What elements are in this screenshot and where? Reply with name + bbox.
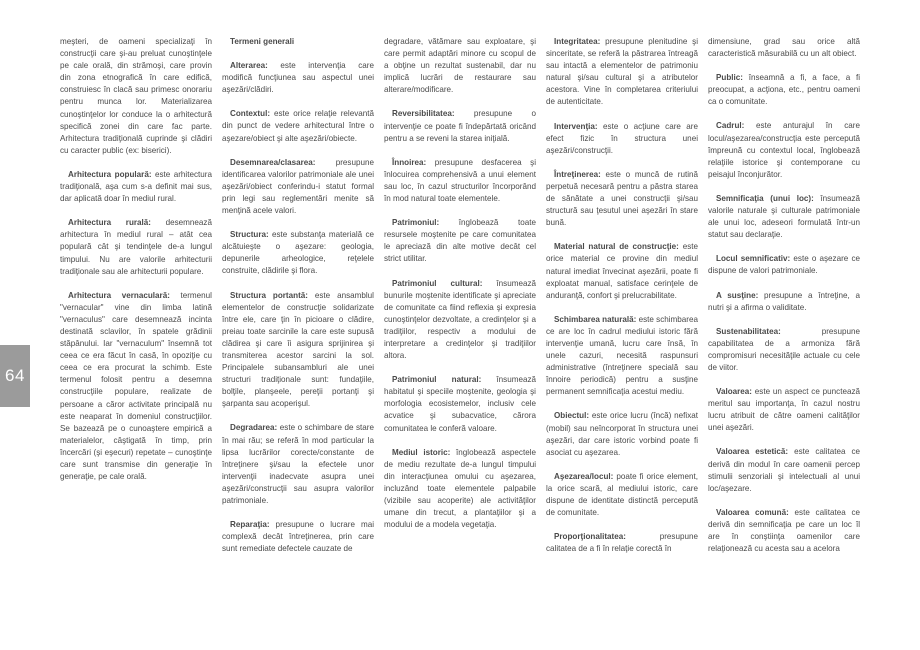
- column-3: [384, 36, 536, 543]
- paragraph: Arhitectura populară: este arhitectura tradiţională, aşa cum s-a definit mai sus, dar aplicată doar în mediul rural.: [60, 169, 212, 204]
- term-label: Arhitectura populară:: [68, 169, 152, 179]
- column-4: [546, 36, 698, 567]
- term-label: Intervenţia:: [554, 121, 598, 131]
- paragraph: Patrimoniul cultural: însumează bunurile moştenite identificate şi apreciate de comunitate ca fiind reflexia şi expresia cunoştinţelor dezvoltate, a credinţelor şi a tradiţiilor, respectiv a modului de interpretare a credinţelor şi tradiţiilor altora.: [384, 278, 537, 361]
- term-label: Întreţinerea:: [554, 169, 601, 179]
- paragraph: Desemnarea/clasarea: presupune identificarea valorilor patrimoniale ale unei aşezări/obiect conferindu-i statut formal prin legi sau reglementări menite să menţină acele valori.: [222, 157, 374, 216]
- paragraph: Locul semnificativ: este o aşezare ce dispune de valori patrimoniale.: [708, 254, 861, 276]
- glossary-columns: [60, 36, 860, 606]
- paragraph: Patrimoniul: înglobează toate resursele moştenite pe care comunitatea le apreciază din alte motive decât cel strict utilitar.: [384, 218, 536, 264]
- page-number-tab: [0, 345, 30, 407]
- paragraph: Degradarea: este o schimbare de stare în mai rău; se referă în mod particular la lipsa lucrărilor corecte/constante de întreţinere şi/sau la efectele unor intervenţii inadecvate asupra unei aşezări/construcţii sau asupra valorilor patrimoniale.: [222, 423, 374, 505]
- term-label: Schimbarea naturală:: [554, 314, 637, 324]
- paragraph: Reversibilitatea: presupune o intervenţie ce poate fi îndepărtată oricând pentru a se reveni la starea iniţială.: [384, 109, 536, 143]
- term-label: Locul semnificativ:: [716, 254, 791, 264]
- column-1: [60, 36, 212, 495]
- term-label: Degradarea:: [230, 423, 278, 433]
- term-label: Mediul istoric:: [392, 447, 451, 457]
- paragraph: Valoarea: este un aspect ce punctează meritul sau importanţa, în cazul nostru lucru atribuit de către oameni calităţilor unei aşezări.: [708, 387, 860, 433]
- term-label: Proporţionalitatea:: [554, 532, 626, 542]
- paragraph: Obiectul: este orice lucru (încă) nefixat (mobil) sau neîncorporat în structura unei aşezări, dar care istoric vorbind poate fi asociat cu aşezarea.: [546, 411, 698, 457]
- paragraph: Valoarea comună: este calitatea ce derivă din semnificaţia pe care un loc îl are în conştiinţa oamenilor care relaţionează cu acesta sau a acelora: [708, 507, 860, 554]
- paragraph: Întreţinerea: este o muncă de rutină perpetuă necesară pentru a păstra starea de sănătate a unei construcţii şi/sau structură sau ţesutul unei aşezări în stare bună.: [546, 169, 698, 228]
- paragraph: Contextul: este orice relaţie relevantă din punct de vedere arhitectural între o aşezare/obiect şi alte aşezări/obiecte.: [222, 109, 374, 143]
- term-label: Patrimoniul cultural:: [392, 278, 483, 288]
- paragraph: Arhitectura vernaculară: termenul "vernacular" vine din limba latină "vernaculus" care desemnează incinta destinată sclavilor, în spatele grădinii stăpânului. Iar "vernaculum" însemnă tot ceea ce era făcut în casă, în opoziţie cu ceea ce era procurat la schimb. Este termenul folosit pentru a desemna construcţiile populare, realizate de persoane a căror activitate principală nu este neaparat în domeniul construcţiilor. Se bazează pe o cunoaştere empirică a materialelor, câştigată în timp, prin încercări (şi eşecuri) repetate – cunoştinţe care sunt transmise din generaţie în generaţie, pe cale orală.: [60, 290, 212, 482]
- page-number: 64: [5, 366, 25, 385]
- term-label: Valoarea:: [716, 387, 752, 397]
- term-label: Sustenabilitatea:: [716, 326, 781, 336]
- term-label: Obiectul:: [554, 411, 590, 421]
- section-heading: Termeni generali: [230, 37, 295, 46]
- paragraph: Înnoirea: presupune desfacerea şi înlocuirea comprehensivă a unui element sau loc, în cazul structurilor încorporând în mod natural toate elementele.: [384, 157, 536, 204]
- term-label: Înnoirea:: [392, 157, 427, 167]
- term-label: Aşezarea/locul:: [554, 471, 614, 481]
- term-label: Semnificaţia (unui loc):: [716, 193, 814, 203]
- term-label: Arhitectura rurală:: [68, 218, 151, 228]
- paragraph: Patrimoniul natural: însumează habitatul şi speciile moştenite, geologia şi morfologia ecosistemelor, inclusiv cele acvatice şi subacvatice, cărora comunitatea le conferă valoare.: [384, 375, 537, 433]
- paragraph: Sustenabilitatea: presupune capabilitatea de a armoniza fără compromisuri necesităţile actuale cu cele de viitor.: [708, 326, 860, 372]
- paragraph: Alterarea: este intervenţia care modifică funcţiunea sau aspectul unei aşezări/clădiri.: [222, 61, 374, 95]
- paragraph: degradare, vătămare sau exploatare, şi care permit adaptări minore cu scopul de a obţine un rezultat sustenabil, dar nu implică lucrări de restaurare sau alterare/modificare.: [384, 37, 536, 95]
- paragraph: Reparaţia: presupune o lucrare mai complexă decât întreţinerea, prin care sunt remediate defectele cauzate de: [222, 520, 374, 554]
- paragraph: Cadrul: este anturajul în care locul/aşezarea/construcţia este percepută împreună cu contextul local, înglobează relaţiile istorice şi contemporane cu peisajul înconjurător.: [708, 121, 860, 179]
- term-label: Structura portantă:: [230, 290, 308, 300]
- term-label: Patrimoniul natural:: [392, 375, 482, 385]
- paragraph: Proporţionalitatea: presupune calitatea de a fi în relaţie corectă în: [546, 532, 698, 554]
- term-label: Reparaţia:: [230, 520, 270, 530]
- paragraph: Semnificaţia (unui loc): însumează valorile naturale şi culturale patrimoniale ale unui loc, adeseori formulată într-un statut sau declaraţie.: [708, 193, 860, 240]
- paragraph: Mediul istoric: înglobează aspectele de mediu rezultate de-a lungul timpului din interacţiunea omului cu aşezarea, incluzând toate elementele palpabile (vizibile sau acoperite) ale activităţilor umane din trecut, a plantaţiilor şi a modului de a modela vegetaţia.: [384, 447, 536, 530]
- paragraph: Arhitectura rurală: desemnează arhitectura în mediul rural – atât cea populară cât şi tendinţele de-a lungul timpului. Nu are valorile arhitecturii tradiţionale sau ale arhitecturii populare.: [60, 218, 212, 276]
- term-label: Material natural de construcţie:: [554, 242, 679, 252]
- term-label: Patrimoniul:: [392, 218, 440, 228]
- paragraph: dimensiune, grad sau orice altă caracteristică măsurabilă cu un alt obiect.: [708, 37, 860, 59]
- term-label: Alterarea:: [230, 61, 268, 71]
- paragraph: Structura portantă: este ansamblul elementelor de construcţie solidarizate între ele, care ţin în picioare o clădire, preiau toate sarcinile la care este supusă clădirea şi care îi asigura sprijinirea şi transmiterea acestor sarcini la sol. Principalele subansambluri ale unei structuri tradiţionale sunt: fundaţiile, bolţile, planşeele, pereţii portanţi şi şarpanta sau acoperişul.: [222, 290, 374, 409]
- column-5: [708, 36, 860, 567]
- paragraph: Intervenţia: este o acţiune care are efect fizic în structura unei aşezări/construcţii.: [546, 121, 698, 155]
- term-label: Valoarea comună:: [716, 507, 789, 517]
- term-label: Desemnarea/clasarea:: [230, 157, 316, 167]
- column-2: [222, 36, 374, 567]
- paragraph: Structura: este substanţa materială ce alcătuieşte o aşezare: geologia, depunerile arheologice, reţelele construite, clădirile şi flora.: [222, 230, 374, 276]
- term-label: Integritatea:: [554, 37, 601, 46]
- paragraph: Public: înseamnă a fi, a face, a fi preocupat, a acţiona, etc., pentru oameni ca o comunitate.: [708, 73, 860, 107]
- term-label: Reversibilitatea:: [392, 109, 455, 119]
- term-label: Public:: [716, 73, 743, 83]
- paragraph: Aşezarea/locul: poate fi orice element, la orice scară, al mediului istoric, care dispune de identitate distinctă percepută de comunitate.: [546, 471, 698, 518]
- term-label: Cadrul:: [716, 121, 745, 131]
- term-label: Arhitectura vernaculară:: [68, 290, 170, 300]
- paragraph: Material natural de construcţie: este orice material ce provine din mediul natural imediat învecinat aşezării, poate fi exploatat manual, satisface cerinţele de anduranţă, confort şi prelucrabilitate.: [546, 242, 698, 300]
- paragraph: meşteri, de oameni specializaţi în construcţii care şi-au preluat cunoştinţele pe cale orală, din strămoşi, care provin din zona etnografică în care edifică, construiesc în clacă sau primesc onorariu pentru munca lor. Materializarea cunoştinţelor lor conduce la o arhitectură specifică zonei din care fac parte. Arhitectura tradiţională cuprinde şi clădiri cu caracter public (ex: biserici).: [60, 37, 212, 155]
- term-label: Valoarea estetică:: [716, 447, 789, 457]
- term-label: A susţine:: [716, 290, 759, 300]
- paragraph: A susţine: presupune a întreţine, a nutri şi a afirma o validitate.: [708, 290, 860, 312]
- term-label: Structura:: [230, 230, 269, 240]
- paragraph: Integritatea: presupune plenitudine şi sinceritate, se referă la păstrarea întreagă sau intactă a elementelor de patrimoniu natural şi/sau cultural şi a atributelor acestora. Vine în completarea criteriului de autenticitate.: [546, 37, 698, 107]
- paragraph: Schimbarea naturală: este schimbarea ce are loc în cadrul mediului istoric fără intervenţie umană, lucru care însă, în unele cazuri, necesită raspunsuri administrative (întreţinere specială sau înnoire periodică) pentru a susţine permanent semnificaţia acestui mediu.: [546, 314, 698, 397]
- paragraph: Valoarea estetică: este calitatea ce derivă din modul în care oamenii percep stimulii senzoriali şi intelectuali al unui loc/aşezare.: [708, 447, 860, 493]
- term-label: Contextul:: [230, 109, 271, 119]
